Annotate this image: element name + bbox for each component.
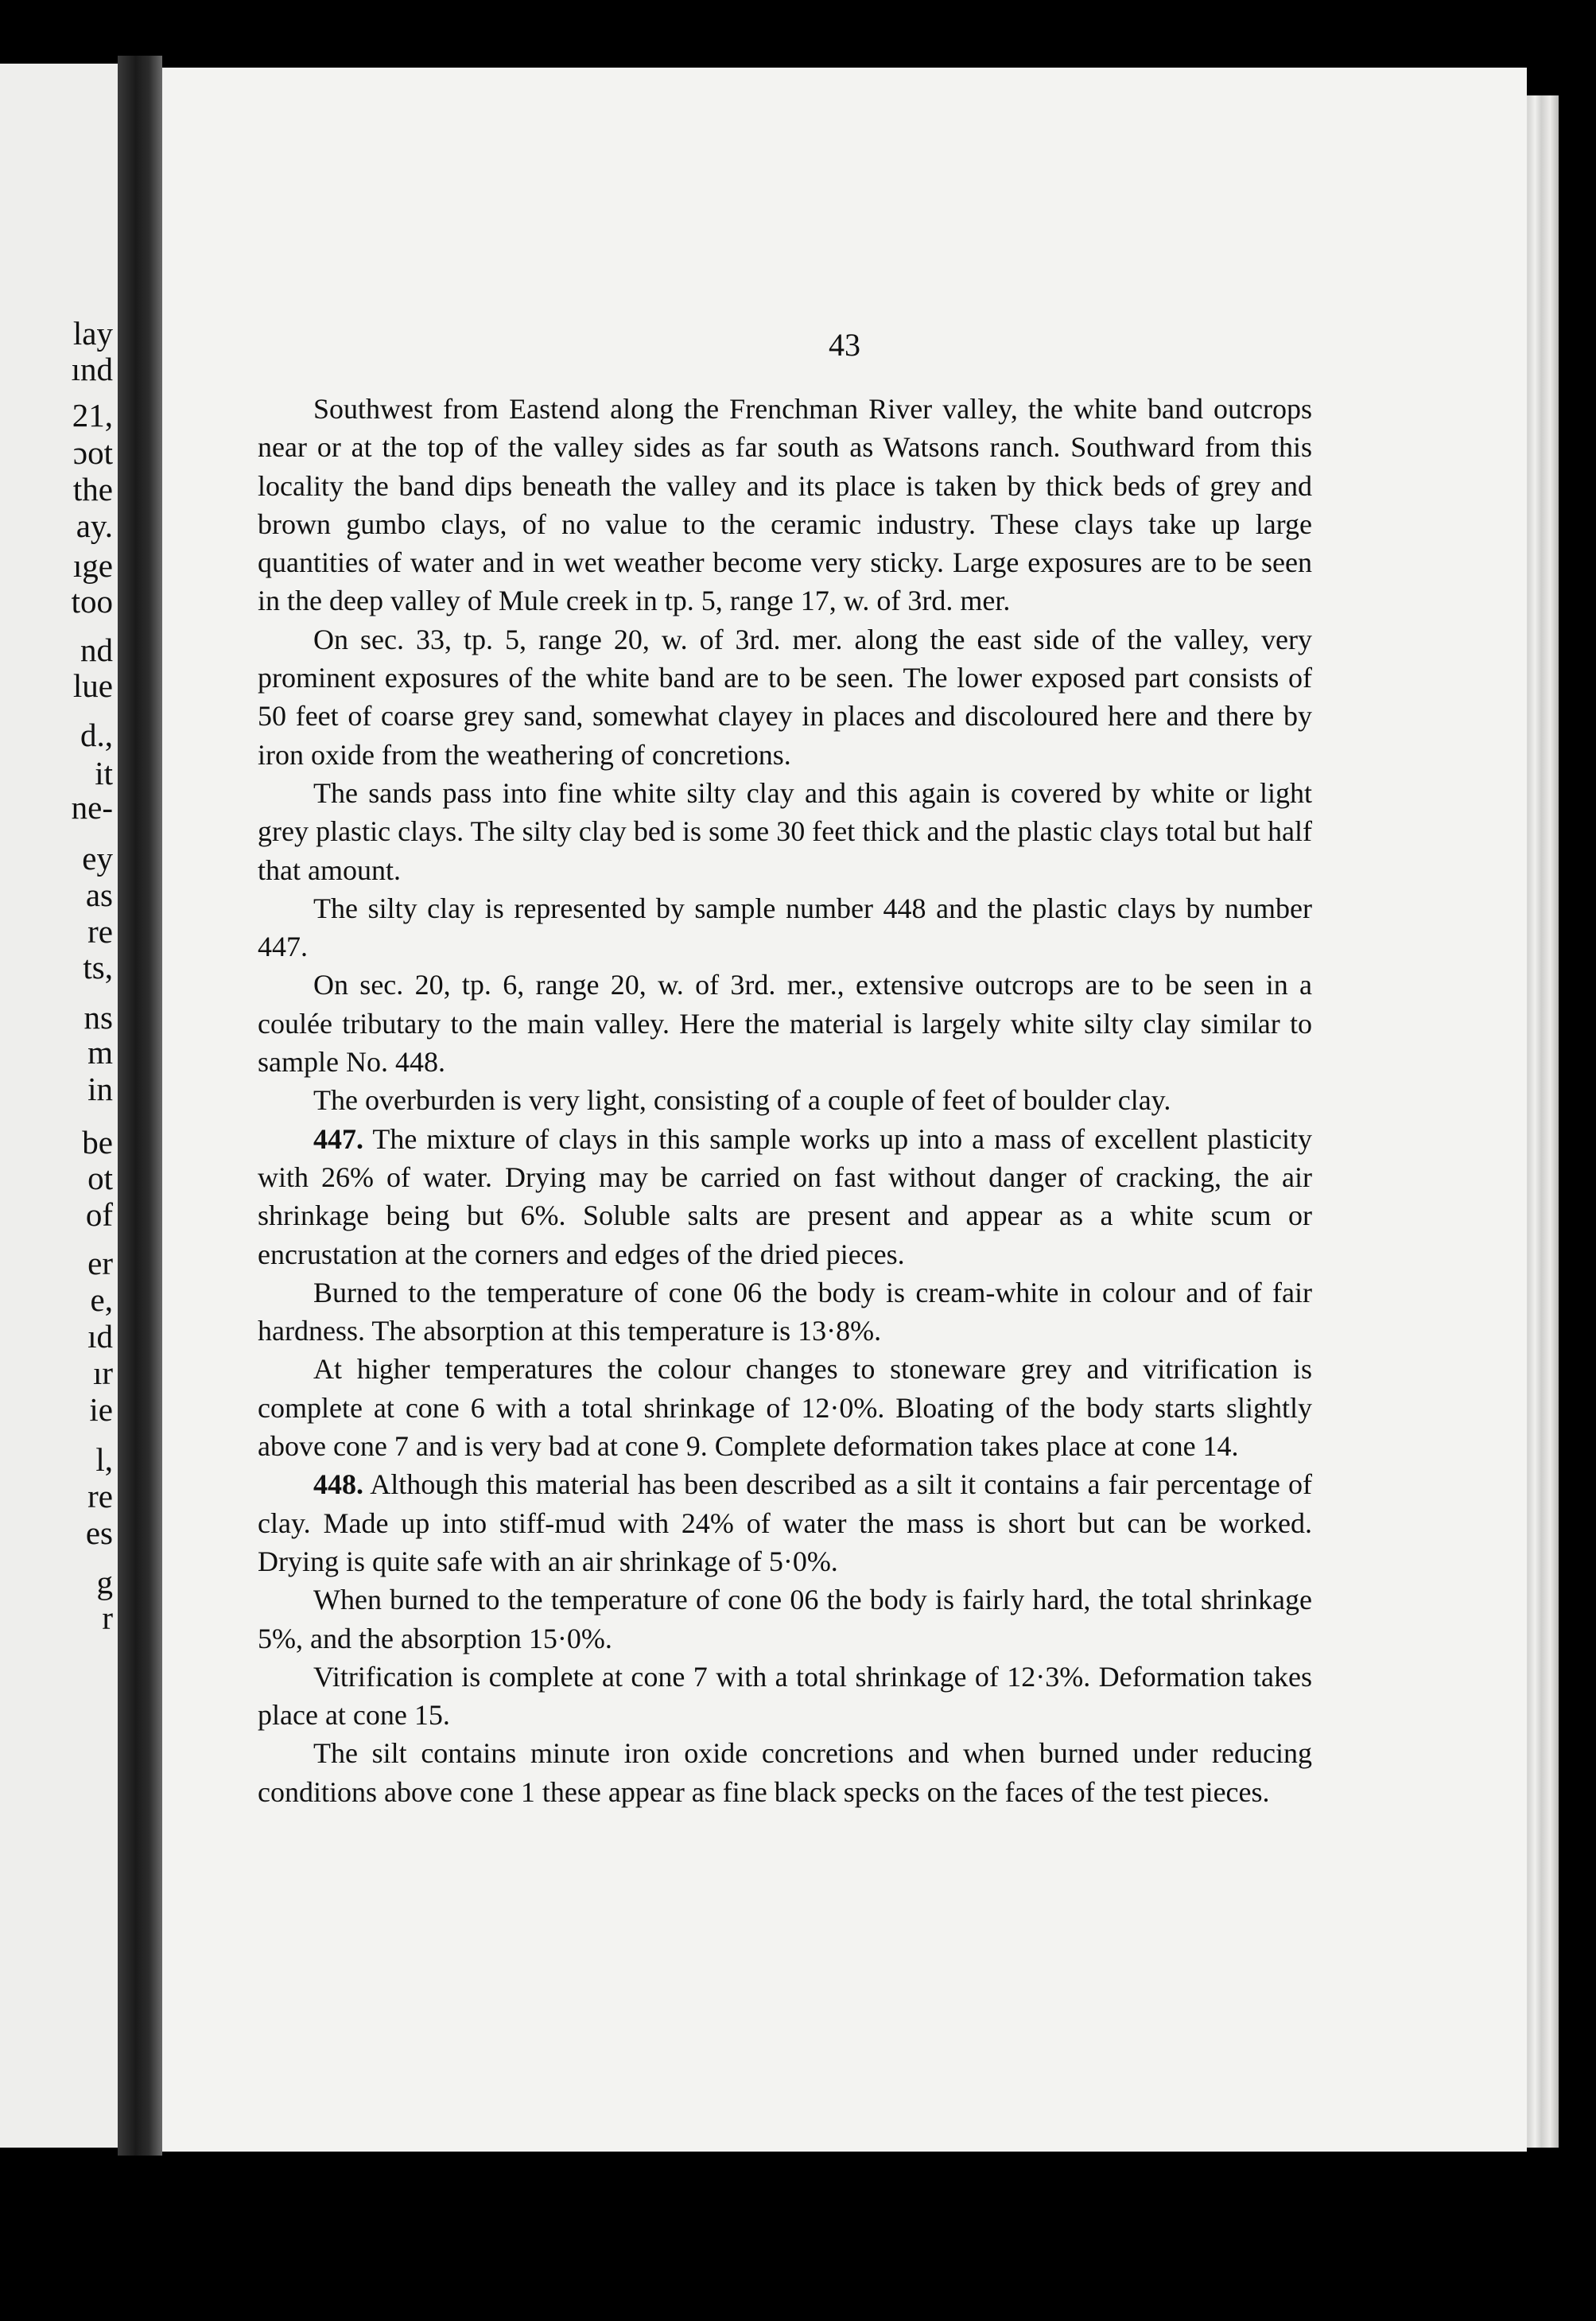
left-page-fragment: ey	[82, 840, 113, 877]
paragraph	[258, 1081, 1312, 1119]
paragraph	[258, 1465, 1312, 1580]
left-page-fragment: l,	[95, 1441, 113, 1478]
paragraph-text: The silty clay is represented by sample number 448 and the plastic clays by number 447.	[258, 892, 1312, 963]
paragraph-text: Vitrification is complete at cone 7 with a total shrinkage of 12·3%. Deformation takes place at cone 15.	[258, 1660, 1312, 1732]
paragraph	[258, 1350, 1312, 1465]
left-page-fragment: re	[87, 913, 113, 950]
paragraph	[258, 1580, 1312, 1658]
left-page-fragment: as	[85, 877, 113, 913]
left-page-fragment: 21,	[72, 397, 113, 433]
left-page-fragment: ts,	[83, 949, 113, 986]
paragraph-text: On sec. 20, tp. 6, range 20, w. of 3rd. mer., extensive outcrops are to be seen in a coulée tributary to the main valley. Here the material is largely white silty clay similar to sample No. 448.	[258, 969, 1312, 1079]
left-page-fragment: of	[85, 1196, 113, 1233]
paragraph-text: On sec. 33, tp. 5, range 20, w. of 3rd. mer. along the east side of the valley, very prominent exposures of the white band are to be seen. The lower exposed part consists of 50 feet of coarse grey sand, somewhat clayey in places and discoloured here and there by iron oxide from the weathering of concretions.	[258, 623, 1312, 771]
left-page-fragment: ɔot	[72, 434, 113, 471]
paragraph	[258, 1734, 1312, 1811]
left-page-fragment: in	[87, 1071, 113, 1107]
paragraph-text: The overburden is very light, consisting of a couple of feet of boulder clay.	[313, 1084, 1171, 1117]
paragraph-text: Burned to the temperature of cone 06 the body is cream-white in colour and of fair hardness. The absorption at this temperature is 13·8%.	[258, 1276, 1312, 1347]
left-page-fragment: re	[87, 1478, 113, 1514]
left-page-fragment: too	[71, 583, 113, 620]
book-gutter	[118, 56, 162, 2156]
sample-number: 447.	[313, 1122, 363, 1155]
left-page-fragment: ır	[92, 1355, 113, 1391]
left-page-fragment: d.,	[80, 717, 113, 753]
paragraph	[258, 390, 1312, 620]
left-page-fragment: ne-	[71, 789, 113, 826]
left-page-fragment: g	[96, 1564, 113, 1600]
left-page-fragment: ay.	[76, 507, 113, 544]
paragraph-text: At higher temperatures the colour changes to stoneware grey and vitrification is complete at cone 6 with a total shrinkage of 12·0%. Bloating of the body starts slightly above cone 7 and is very bad at cone 9. Complete deformation takes place at cone 14.	[258, 1353, 1312, 1463]
body-text	[258, 390, 1312, 1811]
paragraph	[258, 966, 1312, 1081]
paragraph	[258, 1273, 1312, 1351]
left-page-fragment: ot	[87, 1160, 113, 1196]
left-page-fragment: the	[72, 471, 113, 507]
paragraph-text: The sands pass into fine white silty clay and this again is covered by white or light grey plastic clays. The silty clay bed is some 30 feet thick and the plastic clays total but half that amount.	[258, 776, 1312, 886]
left-page-fragment: ie	[89, 1391, 113, 1428]
left-page-fragment: it	[95, 755, 113, 791]
left-page-fragment: nd	[80, 632, 113, 668]
left-page-fragment: er	[87, 1245, 113, 1281]
page-number: 43	[829, 327, 860, 363]
paragraph	[258, 1120, 1312, 1273]
left-facing-page	[0, 64, 118, 2148]
paragraph	[258, 774, 1312, 889]
paragraph-text: The silt contains minute iron oxide concretions and when burned under reducing conditions above cone 1 these appear as fine black specks on the faces of the test pieces.	[258, 1737, 1312, 1808]
sample-number: 448.	[313, 1468, 363, 1501]
document-page	[162, 68, 1527, 2152]
left-page-fragment: ınd	[71, 351, 113, 387]
paragraph	[258, 889, 1312, 966]
left-page-fragment: m	[87, 1034, 113, 1071]
left-page-fragment: ns	[83, 999, 113, 1036]
left-page-fragment: e,	[90, 1281, 113, 1318]
paragraph-text: The mixture of clays in this sample works up into a mass of excellent plasticity with 26% of water. Drying may be carried on fast without danger of cracking, the air shrinkage being but 6%. Soluble salts are present and appear as a white scum or encrustation at the corners and edges of the dried pieces.	[258, 1122, 1312, 1270]
left-page-fragment: lay	[72, 315, 113, 352]
left-page-fragment: r	[102, 1600, 113, 1636]
paragraph-text: When burned to the temperature of cone 06 the body is fairly hard, the total shrinkage 5%, and the absorption 15·0%.	[258, 1584, 1312, 1654]
left-page-fragment: es	[85, 1514, 113, 1551]
left-page-fragment: lue	[72, 667, 113, 704]
paragraph	[258, 620, 1312, 774]
paragraph-text: Although this material has been described as a silt it contains a fair percentage of clay. Made up into stiff-mud with 24% of water the mass is short but can be worked. Drying is quite safe with an air shrinkage of 5·0%.	[258, 1468, 1313, 1577]
left-page-fragment: ıd	[87, 1318, 113, 1355]
paragraph-text: Southwest from Eastend along the Frenchman River valley, the white band outcrops near or at the top of the valley sides as far south as Watsons ranch. Southward from this locality the band dips beneath the valley and its place is taken by thick beds of grey and brown gumbo clays, of no value to the ceramic industry. These clays take up large quantities of water and in wet weather become very sticky. Large exposures are to be seen in the deep valley of Mule creek in tp. 5, range 17, w. of 3rd. mer.	[258, 393, 1312, 617]
left-page-fragment: ıge	[72, 547, 113, 584]
left-page-fragment: be	[82, 1124, 113, 1160]
paragraph	[258, 1658, 1312, 1735]
